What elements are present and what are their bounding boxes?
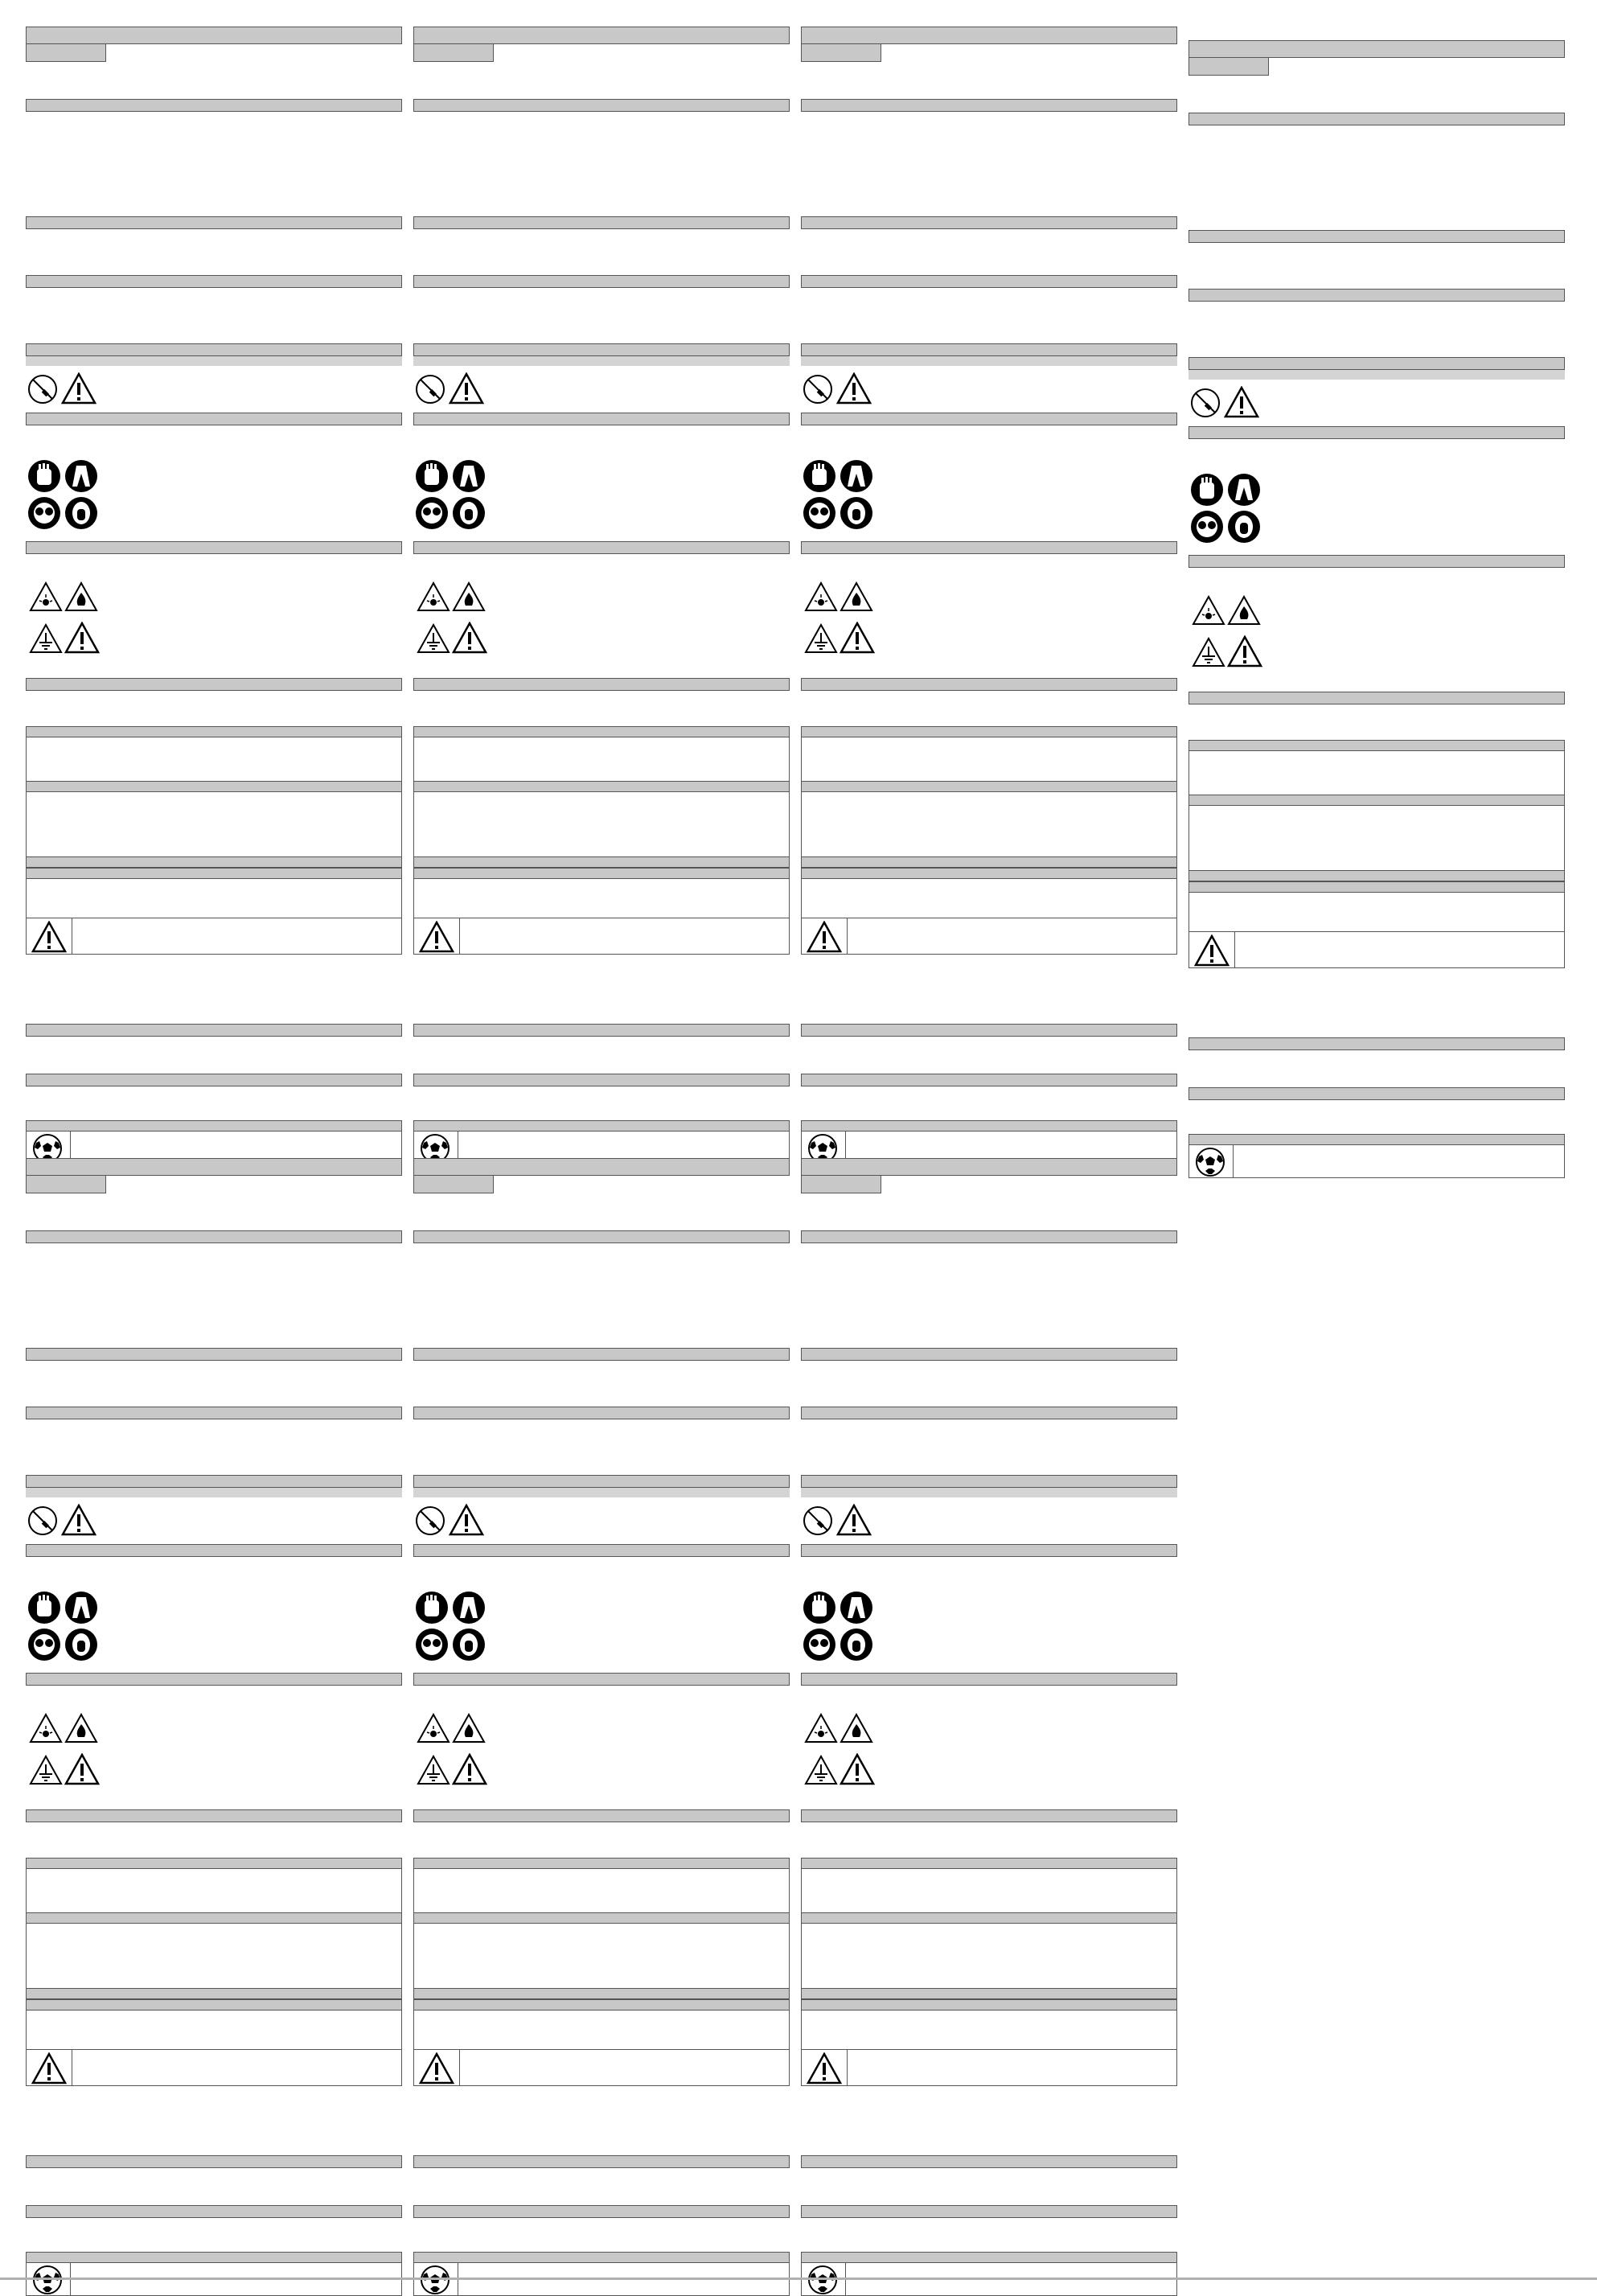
section-bar-3 — [801, 275, 1177, 288]
table-row-3 — [26, 878, 402, 918]
table-row-1 — [413, 737, 790, 782]
section-bar-1 — [801, 1230, 1177, 1243]
table-row-2 — [26, 1923, 402, 1989]
ground-hazard-icon — [29, 623, 63, 654]
ground-hazard-icon — [804, 623, 838, 654]
section-bar-6 — [1189, 555, 1565, 568]
warning-row — [26, 2049, 402, 2086]
warning-triangle-icon — [452, 622, 487, 654]
explosive-hazard-icon — [29, 581, 63, 612]
table-row-3 — [413, 2010, 790, 2050]
table-header-bar-3 — [413, 1988, 790, 1999]
light-band — [413, 1488, 790, 1497]
table-row-1 — [801, 737, 1177, 782]
section-bar-1 — [26, 1230, 402, 1243]
table-header-bar-1 — [26, 1858, 402, 1869]
cell-divider — [459, 2050, 460, 2085]
explosive-hazard-icon — [1192, 595, 1225, 626]
section-bar-6 — [413, 1673, 790, 1686]
cell-divider — [1233, 1145, 1234, 1177]
respirator-icon — [64, 496, 98, 530]
section-bar-9 — [801, 1074, 1177, 1086]
table-header-bar-2 — [1189, 795, 1565, 806]
warning-row — [1189, 931, 1565, 968]
no-tool-icon — [27, 1505, 58, 1536]
warning-triangle-icon — [1194, 934, 1230, 967]
warning-row — [26, 918, 402, 955]
warning-row — [413, 2049, 790, 2086]
section-bar-1 — [413, 99, 790, 112]
section-bar-3 — [801, 1407, 1177, 1419]
cell-divider — [847, 918, 848, 954]
table-row-2 — [1189, 805, 1565, 871]
table-header-bar-4 — [801, 868, 1177, 879]
section-bar-5 — [26, 413, 402, 425]
footer-bar — [801, 2252, 1177, 2263]
table-row-1 — [26, 1868, 402, 1913]
goggles-icon — [803, 496, 836, 530]
table-row-2 — [413, 1923, 790, 1989]
warning-triangle-icon — [31, 921, 67, 953]
section-bar-3 — [413, 275, 790, 288]
section-bar-7 — [413, 1809, 790, 1822]
section-bar-9 — [413, 1074, 790, 1086]
warning-triangle-icon — [64, 622, 100, 654]
section-bar-4 — [801, 343, 1177, 356]
section-bar-9 — [26, 1074, 402, 1086]
table-header-bar-4 — [26, 868, 402, 879]
section-bar-2 — [26, 216, 402, 229]
section-bar-9 — [1189, 1087, 1565, 1100]
section-bar-4 — [801, 1475, 1177, 1488]
warning-triangle-icon — [840, 1753, 875, 1785]
table-header-bar-4 — [413, 1999, 790, 2011]
table-header-bar-3 — [413, 856, 790, 868]
table-header-bar-4 — [1189, 881, 1565, 893]
table-header-bar-2 — [413, 781, 790, 792]
section-bar-5 — [801, 1544, 1177, 1557]
table-header-bar-4 — [26, 1999, 402, 2011]
cell-divider — [847, 2050, 848, 2085]
section-bar-6 — [26, 1673, 402, 1686]
table-header-bar-2 — [801, 1912, 1177, 1924]
table-row-3 — [801, 2010, 1177, 2050]
table-row-2 — [413, 791, 790, 857]
protective-clothing-icon — [64, 1591, 98, 1624]
warning-triangle-icon — [1224, 386, 1259, 418]
explosive-hazard-icon — [804, 1713, 838, 1744]
respirator-icon — [840, 496, 873, 530]
table-header-bar-1 — [413, 1858, 790, 1869]
protective-clothing-icon — [840, 459, 873, 493]
explosive-hazard-icon — [417, 581, 450, 612]
section-bar-7 — [26, 1809, 402, 1822]
footer-box — [1189, 1144, 1565, 1178]
footer-bar — [801, 1120, 1177, 1132]
table-row-2 — [801, 791, 1177, 857]
warning-row — [413, 918, 790, 955]
table-row-3 — [801, 878, 1177, 918]
footer-bar — [413, 1120, 790, 1132]
table-header-bar-2 — [413, 1912, 790, 1924]
section-bar-8 — [26, 2155, 402, 2168]
recycle-ball-icon — [1194, 1147, 1226, 1177]
title-bar — [801, 27, 1177, 44]
section-bar-7 — [1189, 692, 1565, 704]
goggles-icon — [803, 1628, 836, 1661]
light-band — [26, 1488, 402, 1497]
table-row-1 — [1189, 750, 1565, 795]
explosive-hazard-icon — [417, 1713, 450, 1744]
flammable-hazard-icon — [452, 1713, 486, 1744]
respirator-icon — [1227, 510, 1261, 544]
gloves-icon — [415, 459, 449, 493]
section-bar-2 — [413, 216, 790, 229]
section-bar-6 — [801, 1673, 1177, 1686]
title-bar — [413, 27, 790, 44]
table-row-1 — [26, 737, 402, 782]
goggles-icon — [415, 496, 449, 530]
light-band — [26, 356, 402, 366]
goggles-icon — [415, 1628, 449, 1661]
explosive-hazard-icon — [804, 581, 838, 612]
cell-divider — [459, 918, 460, 954]
light-band — [413, 356, 790, 366]
title-bar — [413, 1158, 790, 1176]
warning-triangle-icon — [836, 372, 872, 405]
section-bar-3 — [26, 1407, 402, 1419]
section-bar-8 — [413, 1024, 790, 1037]
section-bar-4 — [26, 1475, 402, 1488]
warning-triangle-icon — [807, 921, 842, 953]
table-header-bar-1 — [801, 726, 1177, 737]
gloves-icon — [415, 1591, 449, 1624]
section-bar-6 — [801, 541, 1177, 554]
table-row-3 — [26, 2010, 402, 2050]
no-tool-icon — [415, 1505, 445, 1536]
recycle-ball-icon — [31, 2265, 64, 2295]
table-header-bar-1 — [801, 1858, 1177, 1869]
flammable-hazard-icon — [64, 1713, 98, 1744]
gloves-icon — [1190, 473, 1224, 507]
table-row-1 — [413, 1868, 790, 1913]
table-header-bar-1 — [1189, 740, 1565, 751]
section-bar-4 — [1189, 357, 1565, 370]
warning-triangle-icon — [807, 2052, 842, 2084]
respirator-icon — [452, 496, 486, 530]
title-bar — [801, 1158, 1177, 1176]
ground-hazard-icon — [1192, 637, 1225, 667]
goggles-icon — [1190, 510, 1224, 544]
section-bar-3 — [1189, 289, 1565, 302]
warning-triangle-icon — [61, 1504, 96, 1536]
section-bar-2 — [801, 1348, 1177, 1361]
section-bar-4 — [26, 343, 402, 356]
no-tool-icon — [27, 374, 58, 405]
table-row-3 — [1189, 892, 1565, 932]
flammable-hazard-icon — [1227, 595, 1261, 626]
warning-triangle-icon — [840, 622, 875, 654]
flammable-hazard-icon — [840, 1713, 873, 1744]
protective-clothing-icon — [1227, 473, 1261, 507]
section-bar-4 — [413, 1475, 790, 1488]
table-row-2 — [801, 1923, 1177, 1989]
footer-bar — [1189, 1134, 1565, 1145]
flammable-hazard-icon — [452, 581, 486, 612]
footer-bar — [26, 1120, 402, 1132]
section-bar-7 — [413, 678, 790, 691]
flammable-hazard-icon — [64, 581, 98, 612]
light-band — [801, 1488, 1177, 1497]
title-bar — [26, 27, 402, 44]
section-bar-1 — [413, 1230, 790, 1243]
respirator-icon — [452, 1628, 486, 1661]
section-bar-7 — [801, 678, 1177, 691]
ground-hazard-icon — [417, 623, 450, 654]
warning-triangle-icon — [449, 372, 484, 405]
goggles-icon — [27, 496, 61, 530]
section-bar-9 — [26, 2205, 402, 2218]
section-bar-9 — [413, 2205, 790, 2218]
table-row-3 — [413, 878, 790, 918]
section-bar-1 — [1189, 113, 1565, 125]
section-bar-9 — [801, 2205, 1177, 2218]
section-bar-3 — [26, 275, 402, 288]
table-header-bar-2 — [801, 781, 1177, 792]
gloves-icon — [27, 459, 61, 493]
section-bar-6 — [26, 541, 402, 554]
footer-bar — [26, 2252, 402, 2263]
table-header-bar-3 — [801, 856, 1177, 868]
table-header-bar-3 — [1189, 870, 1565, 881]
section-bar-2 — [801, 216, 1177, 229]
flammable-hazard-icon — [840, 581, 873, 612]
respirator-icon — [64, 1628, 98, 1661]
warning-triangle-icon — [64, 1753, 100, 1785]
warning-row — [801, 918, 1177, 955]
title-bar — [1189, 40, 1565, 58]
table-header-bar-3 — [801, 1988, 1177, 1999]
section-bar-8 — [801, 2155, 1177, 2168]
protective-clothing-icon — [64, 459, 98, 493]
section-bar-7 — [26, 678, 402, 691]
gloves-icon — [803, 459, 836, 493]
light-band — [1189, 370, 1565, 380]
table-header-bar-2 — [26, 781, 402, 792]
goggles-icon — [27, 1628, 61, 1661]
ground-hazard-icon — [804, 1755, 838, 1785]
section-bar-7 — [801, 1809, 1177, 1822]
section-bar-6 — [413, 541, 790, 554]
table-header-bar-3 — [26, 1988, 402, 1999]
no-tool-icon — [1190, 388, 1221, 418]
warning-triangle-icon — [419, 2052, 454, 2084]
no-tool-icon — [803, 374, 833, 405]
section-bar-5 — [26, 1544, 402, 1557]
warning-triangle-icon — [1227, 635, 1262, 667]
table-header-bar-2 — [26, 1912, 402, 1924]
section-bar-8 — [1189, 1037, 1565, 1050]
section-bar-5 — [413, 1544, 790, 1557]
gloves-icon — [803, 1591, 836, 1624]
section-bar-4 — [413, 343, 790, 356]
section-bar-3 — [413, 1407, 790, 1419]
section-bar-5 — [413, 413, 790, 425]
page-bottom-edge — [0, 2278, 1597, 2280]
section-bar-5 — [1189, 426, 1565, 439]
section-bar-8 — [26, 1024, 402, 1037]
section-bar-1 — [26, 99, 402, 112]
warning-triangle-icon — [836, 1504, 872, 1536]
warning-triangle-icon — [31, 2052, 67, 2084]
title-bar — [26, 1158, 402, 1176]
section-bar-1 — [801, 99, 1177, 112]
recycle-ball-icon — [419, 2265, 451, 2295]
table-header-bar-1 — [413, 726, 790, 737]
explosive-hazard-icon — [29, 1713, 63, 1744]
no-tool-icon — [415, 374, 445, 405]
warning-triangle-icon — [419, 921, 454, 953]
table-row-2 — [26, 791, 402, 857]
protective-clothing-icon — [840, 1591, 873, 1624]
section-bar-2 — [1189, 230, 1565, 243]
respirator-icon — [840, 1628, 873, 1661]
section-bar-2 — [413, 1348, 790, 1361]
warning-triangle-icon — [61, 372, 96, 405]
warning-triangle-icon — [452, 1753, 487, 1785]
table-header-bar-1 — [26, 726, 402, 737]
recycle-ball-icon — [807, 2265, 839, 2295]
light-band — [801, 356, 1177, 366]
table-header-bar-4 — [801, 1999, 1177, 2011]
warning-row — [801, 2049, 1177, 2086]
no-tool-icon — [803, 1505, 833, 1536]
section-bar-5 — [801, 413, 1177, 425]
table-header-bar-3 — [26, 856, 402, 868]
section-bar-2 — [26, 1348, 402, 1361]
warning-triangle-icon — [449, 1504, 484, 1536]
table-row-1 — [801, 1868, 1177, 1913]
protective-clothing-icon — [452, 1591, 486, 1624]
ground-hazard-icon — [29, 1755, 63, 1785]
section-bar-8 — [801, 1024, 1177, 1037]
footer-bar — [413, 2252, 790, 2263]
section-bar-8 — [413, 2155, 790, 2168]
gloves-icon — [27, 1591, 61, 1624]
cell-divider — [1234, 932, 1235, 967]
ground-hazard-icon — [417, 1755, 450, 1785]
table-header-bar-4 — [413, 868, 790, 879]
protective-clothing-icon — [452, 459, 486, 493]
